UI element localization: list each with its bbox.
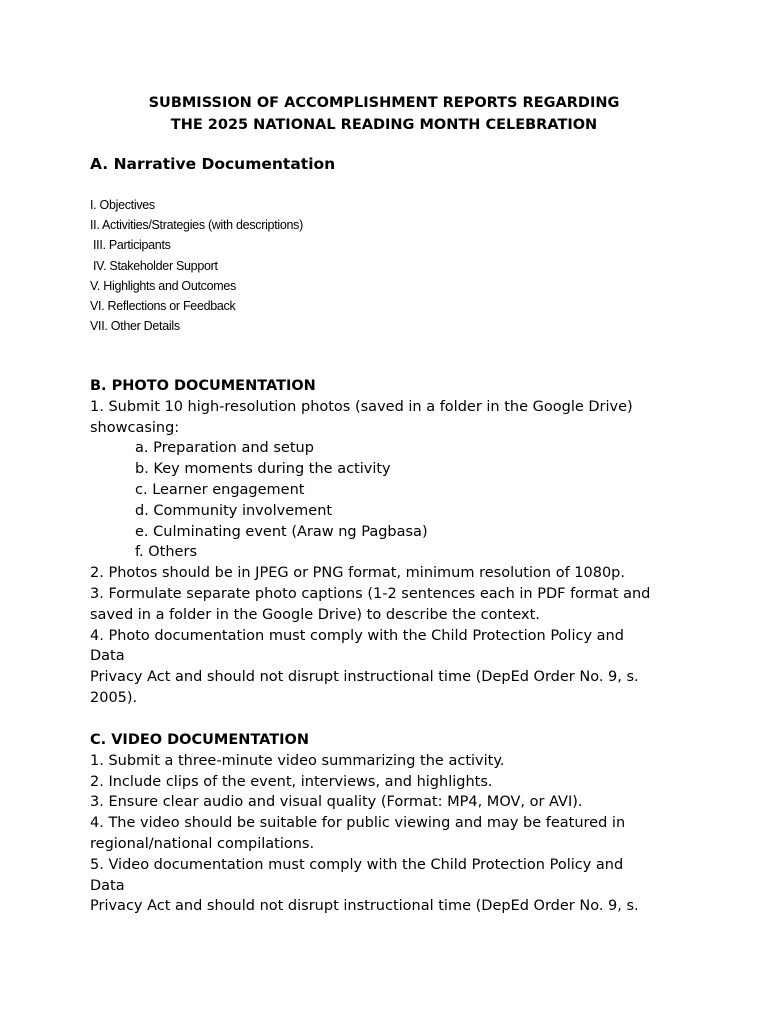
photo-subitem-a: a. Preparation and setup — [135, 440, 314, 457]
title-line-1: SUBMISSION OF ACCOMPLISHMENT REPORTS REGARDING — [148, 95, 620, 111]
photo-subitem-e: e. Culminating event (Araw ng Pagbasa) — [135, 523, 428, 540]
outline-item-reflections: VI. Reflections or Feedback — [90, 299, 236, 314]
photo-subitem-f: f. Others — [135, 544, 197, 561]
section-a-heading: A. Narrative Documentation — [90, 155, 336, 173]
photo-item-2: 2. Photos should be in JPEG or PNG format, minimum resolution of 1080p. — [90, 565, 625, 582]
photo-item-4-line-3: Privacy Act and should not disrupt instructional time (DepEd Order No. 9, s. — [90, 669, 639, 686]
outline-item-other-details: VII. Other Details — [90, 319, 180, 334]
photo-item-4-line-4: 2005). — [90, 689, 138, 706]
section-b-heading: B. PHOTO DOCUMENTATION — [90, 378, 316, 394]
document-title — [0, 92, 768, 136]
outline-item-stakeholder-support: IV. Stakeholder Support — [93, 258, 218, 273]
video-item-5-line-2: Data — [90, 877, 125, 894]
video-item-3: 3. Ensure clear audio and visual quality (Format: MP4, MOV, or AVI). — [90, 794, 583, 811]
outline-item-participants: III. Participants — [93, 238, 171, 253]
section-c-heading: C. VIDEO DOCUMENTATION — [90, 732, 309, 748]
photo-item-1-line-2: showcasing: — [90, 419, 180, 436]
video-documentation-section — [90, 730, 690, 917]
video-item-1: 1. Submit a three-minute video summarizing the activity. — [90, 752, 505, 769]
video-item-4-line-1: 4. The video should be suitable for public viewing and may be featured in — [90, 815, 626, 832]
outline-item-objectives: I. Objectives — [90, 198, 155, 212]
video-item-5-line-3: Privacy Act and should not disrupt instructional time (DepEd Order No. 9, s. — [90, 898, 639, 915]
photo-item-4-line-1: 4. Photo documentation must comply with the Child Protection Policy and — [90, 627, 624, 644]
photo-item-4-line-2: Data — [90, 648, 125, 665]
photo-item-3-line-1: 3. Formulate separate photo captions (1-2 sentences each in PDF format and — [90, 585, 651, 602]
title-line-2: THE 2025 NATIONAL READING MONTH CELEBRATION — [170, 117, 598, 133]
photo-subitem-d: d. Community involvement — [135, 502, 333, 519]
video-item-5-line-1: 5. Video documentation must comply with the Child Protection Policy and — [90, 856, 624, 873]
video-item-4-line-2: regional/national compilations. — [90, 835, 315, 852]
photo-subitem-c: c. Learner engagement — [135, 481, 305, 498]
photo-item-3-line-2: saved in a folder in the Google Drive) to describe the context. — [90, 606, 540, 623]
photo-subitem-b: b. Key moments during the activity — [135, 461, 391, 478]
photo-documentation-section — [90, 376, 690, 709]
video-item-2: 2. Include clips of the event, interviews, and highlights. — [90, 773, 493, 790]
outline-item-activities: II. Activities/Strategies (with descriptions) — [90, 218, 303, 233]
outline-item-highlights: V. Highlights and Outcomes — [90, 278, 236, 293]
photo-item-1-line-1: 1. Submit 10 high-resolution photos (saved in a folder in the Google Drive) — [90, 398, 633, 415]
narrative-outline-list — [90, 195, 303, 336]
